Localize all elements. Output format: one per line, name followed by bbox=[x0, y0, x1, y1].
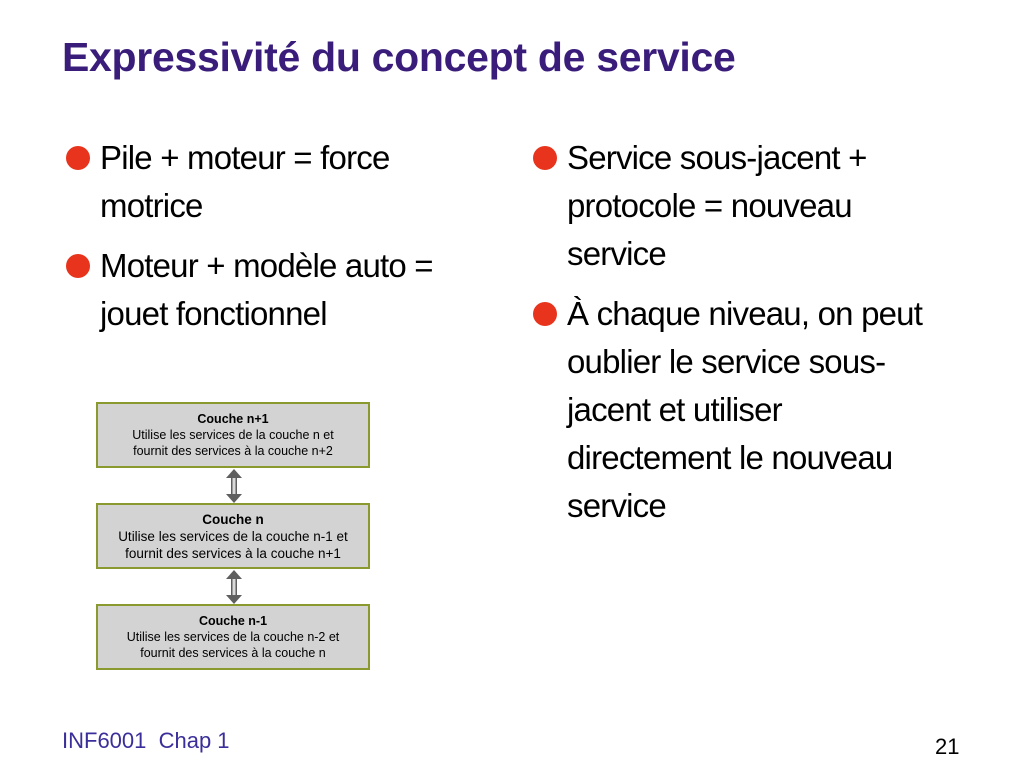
layer-box-n-plus-1 bbox=[96, 402, 370, 468]
bullet-item bbox=[533, 134, 953, 278]
left-column bbox=[66, 134, 486, 350]
layer-desc-line: fournit des services à la couche n bbox=[140, 646, 326, 660]
bullet-item bbox=[533, 290, 953, 530]
bullet-text: Moteur + modèle auto = jouet fonctionnel bbox=[100, 247, 433, 332]
layer-desc-line: fournit des services à la couche n+2 bbox=[133, 444, 333, 458]
right-column bbox=[533, 134, 953, 542]
bullet-dot-icon bbox=[533, 302, 557, 326]
layer-desc-line: Utilise les services de la couche n-2 et bbox=[126, 630, 340, 644]
bullet-dot-icon bbox=[66, 146, 90, 170]
layer-box-n bbox=[96, 503, 370, 569]
bullet-text: À chaque niveau, on peut oublier le service sous-jacent et utiliser directement le nouveau service bbox=[567, 295, 923, 524]
bullet-dot-icon bbox=[66, 254, 90, 278]
double-arrow-icon bbox=[224, 469, 244, 503]
bullet-item bbox=[66, 134, 486, 230]
bullet-item bbox=[66, 242, 486, 338]
bullet-text: Pile + moteur = force motrice bbox=[100, 139, 390, 224]
layer-box-n-minus-1 bbox=[96, 604, 370, 670]
double-arrow-icon bbox=[224, 570, 244, 604]
bullet-text: Service sous-jacent + protocole = nouveau service bbox=[567, 139, 867, 272]
bullet-dot-icon bbox=[533, 146, 557, 170]
layer-desc-line: Utilise les services de la couche n-1 et bbox=[118, 528, 348, 544]
layer-name: Couche n bbox=[202, 511, 264, 527]
layer-desc-line: fournit des services à la couche n+1 bbox=[125, 545, 341, 561]
page-number: 21 bbox=[935, 734, 960, 759]
layer-name: Couche n-1 bbox=[198, 614, 268, 628]
layer-desc-line: Utilise les services de la couche n et bbox=[132, 428, 334, 442]
slide-title: Expressivité du concept de service bbox=[62, 34, 736, 80]
layer-name: Couche n+1 bbox=[197, 412, 269, 426]
footer-course: INF6001 Chap 1 bbox=[62, 728, 230, 753]
